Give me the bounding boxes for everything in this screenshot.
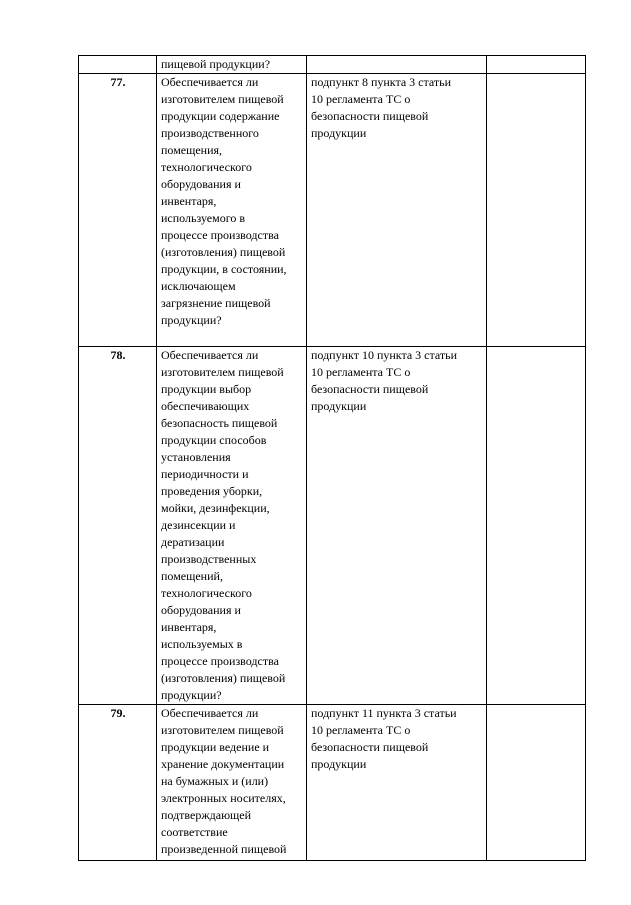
question-line: производственного: [161, 126, 259, 140]
reference-line: 10 регламента ТС о: [311, 365, 411, 379]
reference-cell: [307, 705, 487, 861]
question-line: инвентаря,: [161, 194, 217, 208]
question-line: обеспечивающих: [161, 399, 250, 413]
question-cell: [157, 347, 307, 705]
question-line: оборудования и: [161, 177, 241, 191]
reference-line: безопасности пищевой: [311, 382, 429, 396]
question-line: продукции содержание: [161, 109, 280, 123]
note-cell: [487, 705, 586, 861]
question-line: проведения уборки,: [161, 484, 263, 498]
question-line: изготовителем пищевой: [161, 365, 284, 379]
question-line: соответствие: [161, 825, 228, 839]
question-cell: [157, 56, 307, 74]
row-number: 78.: [79, 347, 157, 705]
reference-line: продукции: [311, 757, 367, 771]
question-line: загрязнение пищевой: [161, 296, 271, 310]
reference-cell: [307, 74, 487, 347]
question-line: дератизации: [161, 535, 225, 549]
reference-cell: [307, 56, 487, 74]
question-line: пищевой продукции?: [161, 57, 271, 71]
reference-line: безопасности пищевой: [311, 740, 429, 754]
reference-line: подпункт 11 пункта 3 статьи: [311, 706, 457, 720]
table-row-continuation: [79, 56, 586, 74]
question-line: продукции способов: [161, 433, 267, 447]
question-line: безопасность пищевой: [161, 416, 278, 430]
reference-line: продукции: [311, 399, 367, 413]
question-line: на бумажных и (или): [161, 774, 269, 788]
question-line: изготовителем пищевой: [161, 723, 284, 737]
question-line: хранение документации: [161, 757, 285, 771]
question-cell: [157, 74, 307, 347]
question-line: дезинсекции и: [161, 518, 236, 532]
question-line: Обеспечивается ли: [161, 706, 259, 720]
reference-line: 10 регламента ТС о: [311, 92, 411, 106]
reference-line: 10 регламента ТС о: [311, 723, 411, 737]
question-line: подтверждающей: [161, 808, 252, 822]
question-cell: [157, 705, 307, 861]
note-cell: [487, 56, 586, 74]
question-line: оборудования и: [161, 603, 241, 617]
requirements-table: [78, 55, 586, 861]
row-number: 77.: [79, 74, 157, 347]
question-line: помещения,: [161, 143, 223, 157]
table-row-79: [79, 705, 586, 861]
question-line: продукции выбор: [161, 382, 252, 396]
reference-line: подпункт 10 пункта 3 статьи: [311, 348, 458, 362]
question-line: инвентаря,: [161, 620, 217, 634]
question-line: (изготовления) пищевой: [161, 671, 286, 685]
question-line: используемого в: [161, 211, 246, 225]
question-line: помещений,: [161, 569, 223, 583]
question-line: произведенной пищевой: [161, 842, 287, 856]
note-cell: [487, 74, 586, 347]
question-line: (изготовления) пищевой: [161, 245, 286, 259]
question-line: производственных: [161, 552, 257, 566]
reference-line: подпункт 8 пункта 3 статьи: [311, 75, 452, 89]
row-number: 79.: [79, 705, 157, 861]
reference-line: продукции: [311, 126, 367, 140]
question-line: продукции?: [161, 688, 222, 702]
question-line: мойки, дезинфекции,: [161, 501, 270, 515]
question-line: периодичности и: [161, 467, 249, 481]
table-row-77: [79, 74, 586, 347]
question-line: процессе производства: [161, 654, 279, 668]
question-line: установления: [161, 450, 231, 464]
question-line: продукции ведение и: [161, 740, 270, 754]
table-row-78: [79, 347, 586, 705]
question-line: продукции, в состоянии,: [161, 262, 287, 276]
question-line: исключающем: [161, 279, 236, 293]
question-line: продукции?: [161, 313, 222, 327]
question-line: Обеспечивается ли: [161, 348, 259, 362]
question-line: технологического: [161, 160, 252, 174]
reference-cell: [307, 347, 487, 705]
question-line: электронных носителях,: [161, 791, 286, 805]
question-line: процессе производства: [161, 228, 279, 242]
reference-line: безопасности пищевой: [311, 109, 429, 123]
question-line: изготовителем пищевой: [161, 92, 284, 106]
row-number: [79, 56, 157, 74]
question-line: используемых в: [161, 637, 243, 651]
note-cell: [487, 347, 586, 705]
question-line: Обеспечивается ли: [161, 75, 259, 89]
question-line: технологического: [161, 586, 252, 600]
